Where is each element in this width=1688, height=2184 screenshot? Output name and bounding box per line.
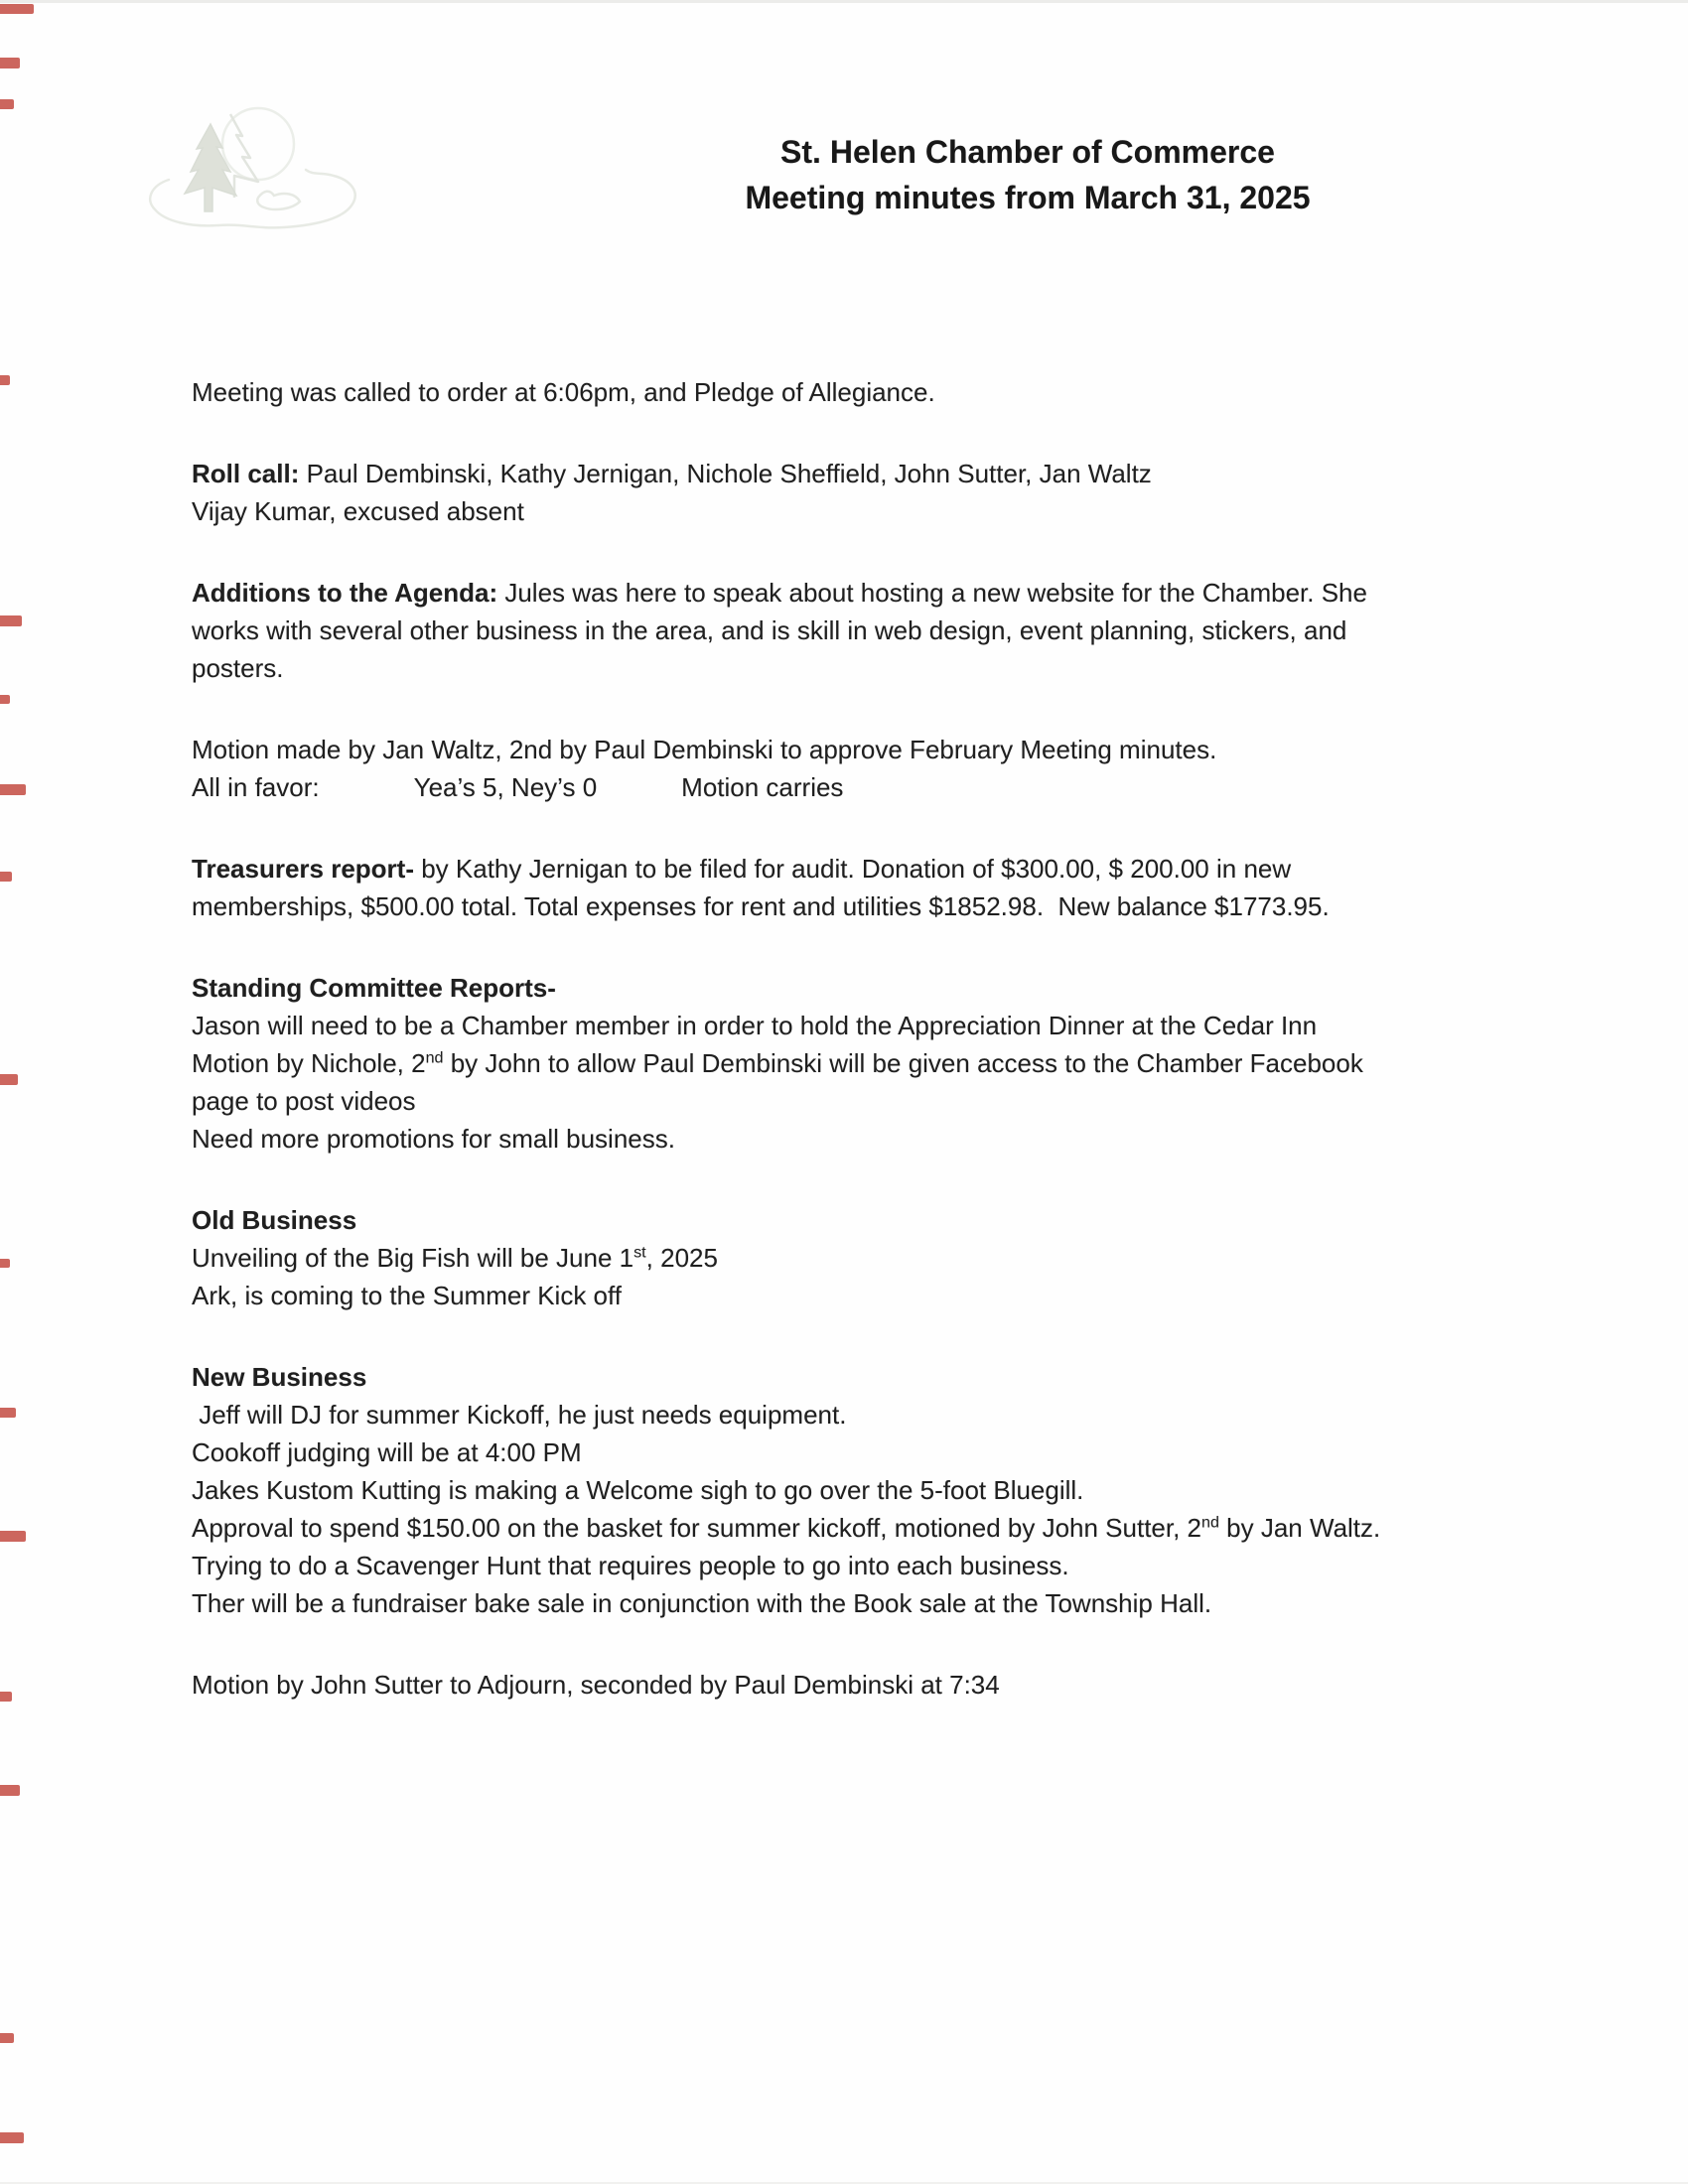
text-line: Treasurers report- by Kathy Jernigan to be filed for audit. Donation of $300.00, $ 200.00 in new — [192, 854, 1292, 884]
scan-edge-mark — [0, 99, 14, 109]
scan-edge-mark — [0, 784, 26, 795]
scan-edge-mark — [0, 2132, 24, 2143]
text-line: Approval to spend $150.00 on the basket for summer kickoff, motioned by John Sutter, 2nd by Jan Waltz. — [192, 1513, 1381, 1543]
document-body — [192, 373, 1602, 1704]
text-line: Roll call: Paul Dembinski, Kathy Jernigan, Nichole Sheffield, John Sutter, Jan Waltz — [192, 459, 1152, 488]
text-line: Jason will need to be a Chamber member in order to hold the Appreciation Dinner at the Cedar Inn — [192, 1011, 1318, 1040]
text-line: Motion by Nichole, 2nd by John to allow Paul Dembinski will be given access to the Chamber Facebook — [192, 1048, 1363, 1078]
scan-edge-mark — [0, 1785, 20, 1796]
title-line-2: Meeting minutes from March 31, 2025 — [745, 180, 1311, 215]
text-line: Trying to do a Scavenger Hunt that requires people to go into each business. — [192, 1551, 1069, 1580]
tab-space — [597, 795, 681, 796]
text-line: Meeting was called to order at 6:06pm, and Pledge of Allegiance. — [192, 377, 935, 407]
text-line: Additions to the Agenda: Jules was here to speak about hosting a new website for the Chamber. She — [192, 578, 1367, 608]
paragraph — [192, 1201, 1602, 1314]
text-line: Unveiling of the Big Fish will be June 1st, 2025 — [192, 1243, 718, 1273]
text-line: posters. — [192, 653, 284, 683]
text-line: Jeff will DJ for summer Kickoff, he just needs equipment. — [192, 1400, 847, 1430]
scan-edge-mark — [0, 1692, 12, 1702]
scan-edge-mark — [0, 695, 10, 704]
text-line: page to post videos — [192, 1086, 416, 1116]
text-line: Vijay Kumar, excused absent — [192, 496, 524, 526]
text-line: Motion made by Jan Waltz, 2nd by Paul Dembinski to approve February Meeting minutes. — [192, 735, 1217, 764]
text-line: memberships, $500.00 total. Total expenses for rent and utilities $1852.98. New balance $1773.95. — [192, 891, 1330, 921]
text-line: All in favor: Yea’s 5, Ney’s 0 Motion carries — [192, 772, 844, 802]
text-line: Ther will be a fundraiser bake sale in conjunction with the Book sale at the Township Hall. — [192, 1588, 1212, 1618]
text-line: New Business — [192, 1362, 367, 1392]
text-line: Old Business — [192, 1205, 357, 1235]
paragraph — [192, 373, 1602, 411]
text-line: Standing Committee Reports- — [192, 973, 556, 1003]
scan-edge-mark — [0, 1408, 16, 1418]
pine-trees-sun-lake-sketch-icon — [139, 102, 397, 231]
scan-edge-mark — [0, 1531, 26, 1542]
title-line-1: St. Helen Chamber of Commerce — [780, 134, 1275, 170]
paragraph — [192, 969, 1602, 1158]
text-line: Need more promotions for small business. — [192, 1124, 675, 1154]
scan-edge-mark — [0, 4, 34, 14]
tab-space — [320, 795, 414, 796]
paragraph — [192, 1666, 1602, 1704]
scan-edge-mark — [0, 1074, 18, 1085]
scan-edge-mark — [0, 2033, 14, 2043]
paragraph — [192, 455, 1602, 530]
paragraph — [192, 731, 1602, 806]
scan-edge-mark — [0, 1259, 10, 1268]
text-line: Motion by John Sutter to Adjourn, seconded by Paul Dembinski at 7:34 — [192, 1670, 1000, 1700]
paragraph — [192, 850, 1602, 925]
text-line: Jakes Kustom Kutting is making a Welcome sigh to go over the 5-foot Bluegill. — [192, 1475, 1084, 1505]
scan-edge-mark — [0, 58, 20, 68]
paragraph — [192, 574, 1602, 687]
scan-top-edge — [0, 0, 1688, 3]
paragraph — [192, 1358, 1602, 1622]
scan-edge-mark — [0, 375, 10, 385]
text-line: Cookoff judging will be at 4:00 PM — [192, 1437, 582, 1467]
document-title — [516, 129, 1539, 220]
chamber-logo-icon — [139, 102, 397, 231]
scan-edge-mark — [0, 872, 12, 882]
text-line: Ark, is coming to the Summer Kick off — [192, 1281, 622, 1310]
text-line: works with several other business in the area, and is skill in web design, event planning, stickers, and — [192, 615, 1347, 645]
scan-edge-mark — [0, 615, 22, 626]
